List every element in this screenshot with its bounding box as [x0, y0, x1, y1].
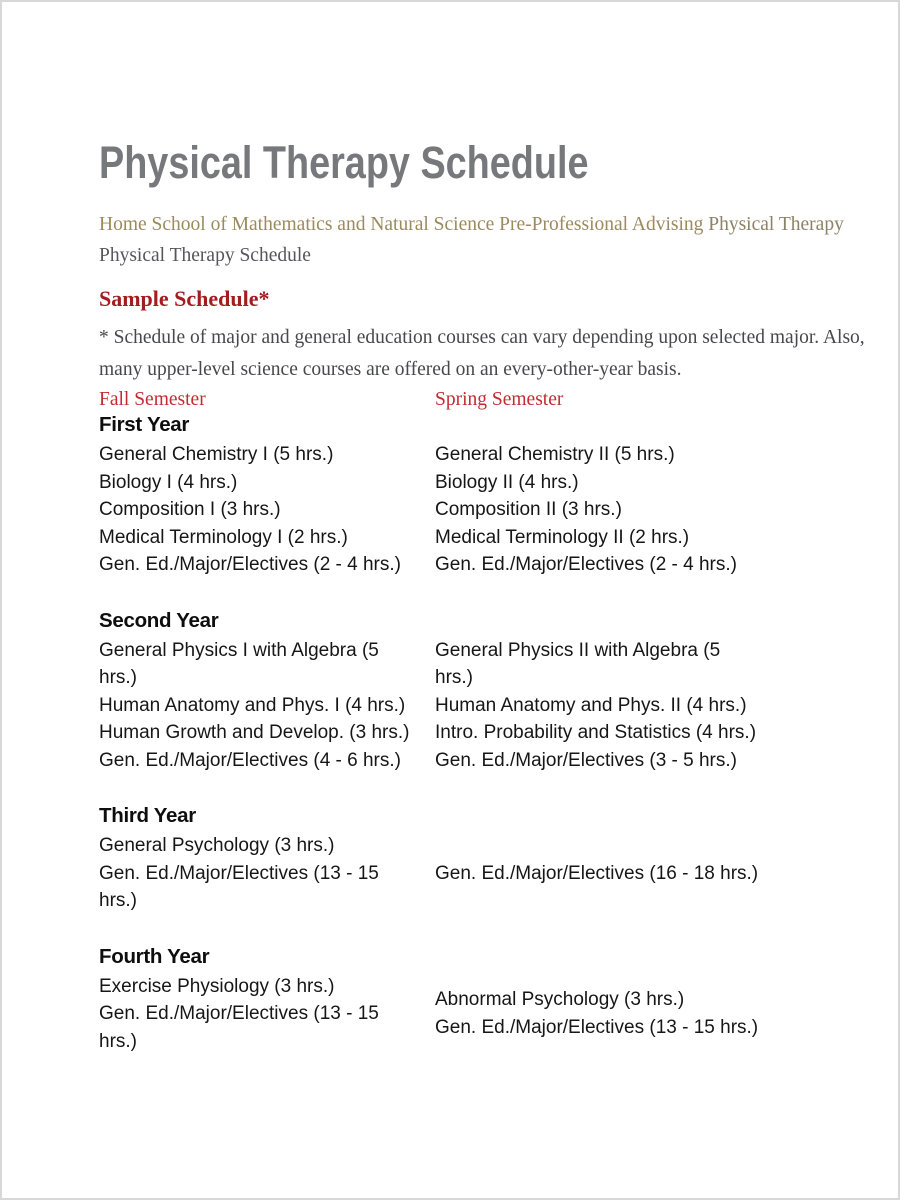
year-row-fourth	[99, 973, 869, 1056]
breadcrumb-link-pre-professional-advising[interactable]: Pre-Professional Advising	[499, 214, 704, 235]
course-item: Medical Terminology I (2 hrs.)	[99, 526, 348, 548]
course-item: Gen. Ed./Major/Electives (4 - 6 hrs.)	[99, 749, 401, 771]
course-item: Medical Terminology II (2 hrs.)	[435, 526, 690, 548]
spring-semester-header: Spring Semester	[435, 389, 564, 410]
course-item: Gen. Ed./Major/Electives (2 - 4 hrs.)	[99, 554, 401, 575]
course-item: General Chemistry I (5 hrs.)	[99, 444, 334, 465]
course-item: Abnormal Psychology (3 hrs.)	[435, 989, 685, 1011]
year-section-second	[99, 609, 869, 775]
fall-courses-second	[99, 637, 417, 775]
course-item: Gen. Ed./Major/Electives (2 - 4 hrs.)	[435, 554, 737, 575]
year-section-fourth	[99, 945, 869, 1056]
breadcrumb-link-home[interactable]: Home	[99, 214, 147, 235]
course-item: Human Anatomy and Phys. II (4 hrs.)	[435, 694, 747, 716]
year-section-first	[99, 413, 869, 579]
course-item: General Psychology (3 hrs.)	[99, 835, 335, 856]
page-title: Physical Therapy Schedule	[99, 137, 589, 188]
year-row-first	[99, 441, 869, 579]
breadcrumb-link-school-of-mathematics[interactable]: School of Mathematics and Natural Science	[151, 214, 495, 235]
fall-courses-fourth	[99, 973, 417, 1056]
course-item: Human Growth and Develop. (3 hrs.)	[99, 722, 410, 743]
course-item: General Chemistry II (5 hrs.)	[435, 444, 675, 465]
spring-courses-third	[435, 860, 763, 888]
course-item: Biology I (4 hrs.)	[99, 471, 238, 493]
year-row-second	[99, 637, 869, 775]
course-item: Gen. Ed./Major/Electives (13 - 15 hrs.)	[435, 1016, 759, 1038]
course-item: Gen. Ed./Major/Electives (13 - 15 hrs.)	[99, 1003, 379, 1052]
schedule-note: * Schedule of major and general education courses can vary depending upon selected major. Also, many upper-level science courses are offered on an every-other-year basis.	[99, 327, 865, 380]
spring-courses-second	[435, 637, 763, 775]
year-row-third	[99, 832, 869, 915]
course-item: Human Anatomy and Phys. I (4 hrs.)	[99, 694, 406, 716]
year-heading-second: Second Year	[99, 608, 219, 632]
fall-courses-first	[99, 441, 417, 579]
breadcrumb-current-page: Physical Therapy Schedule	[99, 245, 311, 266]
course-item: Composition I (3 hrs.)	[99, 499, 281, 520]
page-content	[2, 2, 869, 1055]
breadcrumb	[99, 209, 869, 240]
year-heading-fourth: Fourth Year	[99, 944, 210, 968]
sample-schedule-heading: Sample Schedule*	[99, 286, 270, 311]
semester-header-row	[99, 389, 869, 411]
course-item: Gen. Ed./Major/Electives (16 - 18 hrs.)	[435, 862, 759, 884]
breadcrumb-link-physical-therapy[interactable]: Physical Therapy	[708, 214, 844, 235]
course-item: Composition II (3 hrs.)	[435, 499, 622, 520]
fall-courses-third	[99, 832, 417, 915]
course-item: General Physics I with Algebra (5 hrs.)	[99, 639, 379, 688]
spring-courses-fourth	[435, 986, 763, 1041]
course-item: Gen. Ed./Major/Electives (13 - 15 hrs.)	[99, 862, 379, 911]
year-heading-third: Third Year	[99, 804, 196, 827]
fall-semester-header: Fall Semester	[99, 389, 206, 410]
year-heading-first: First Year	[99, 413, 190, 436]
course-item: Biology II (4 hrs.)	[435, 471, 579, 493]
course-item: Gen. Ed./Major/Electives (3 - 5 hrs.)	[435, 749, 737, 771]
spring-courses-first	[435, 441, 763, 579]
course-item: Exercise Physiology (3 hrs.)	[99, 975, 335, 997]
course-item: Intro. Probability and Statistics (4 hrs.)	[435, 722, 757, 743]
year-section-third	[99, 804, 869, 915]
course-item: General Physics II with Algebra (5 hrs.)	[435, 639, 721, 688]
